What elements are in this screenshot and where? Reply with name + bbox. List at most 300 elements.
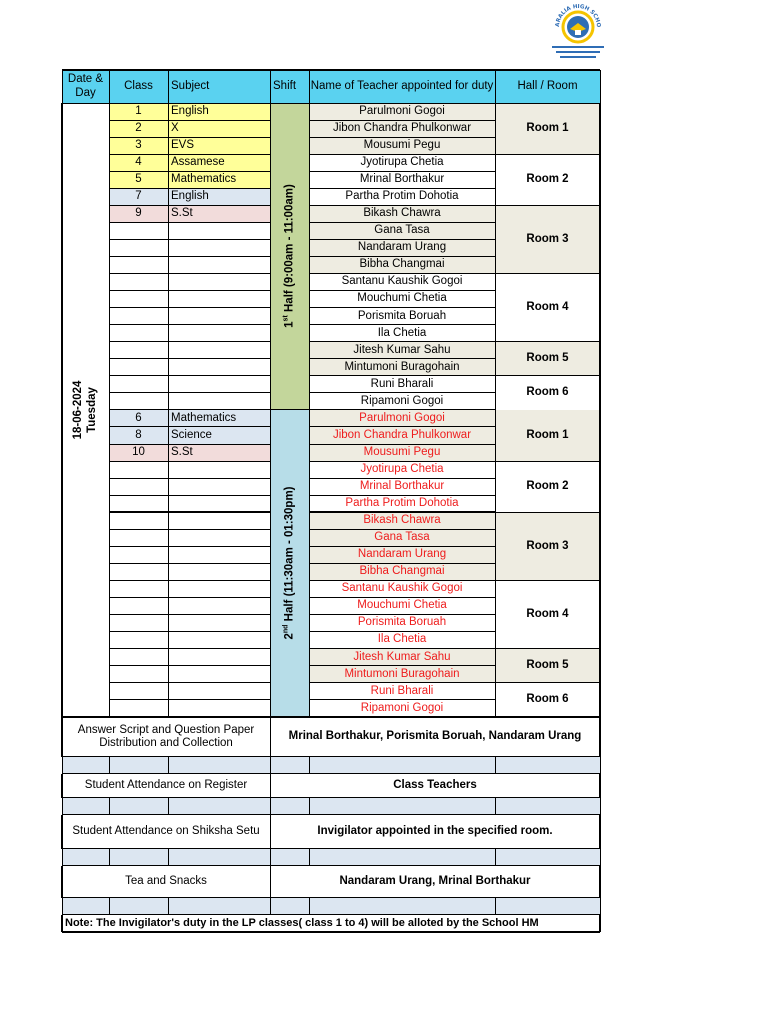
class-cell — [109, 222, 168, 239]
grid-line — [109, 324, 270, 325]
room-cell: Room 5 — [495, 649, 600, 683]
subject-cell — [168, 649, 270, 666]
shift1-label: 1st Half (9:00am - 11:00am) — [270, 103, 309, 410]
subject-cell: English — [168, 188, 270, 205]
grid-line — [600, 798, 601, 815]
room-cell: Room 2 — [526, 173, 569, 186]
grid-line — [495, 898, 496, 915]
teacher-name: Bikash Chawra — [309, 512, 495, 529]
blank-cell — [109, 757, 168, 774]
teacher-name: Runi Bharali — [370, 377, 434, 390]
grid-line — [309, 699, 495, 700]
class-cell — [109, 291, 168, 308]
grid-line — [270, 70, 271, 103]
class-cell — [109, 274, 168, 291]
room-cell: Room 3 — [495, 205, 600, 273]
blank-cell — [168, 757, 270, 774]
subject-cell — [168, 359, 270, 376]
teacher-name: Mouchumi Chetia — [357, 599, 447, 612]
grid-line — [270, 774, 271, 798]
grid-line — [495, 341, 600, 342]
subject-cell — [168, 291, 270, 308]
grid-line — [109, 648, 270, 649]
duty-assigned: Invigilator appointed in the specified room. — [317, 825, 553, 838]
grid-line — [309, 188, 495, 189]
day-text: Tuesday — [85, 386, 98, 433]
class-cell — [109, 376, 168, 393]
subject-cell — [168, 495, 270, 512]
grid-line — [109, 426, 270, 427]
grid-line — [109, 682, 270, 683]
grid-line — [109, 511, 270, 513]
room-cell: Room 6 — [526, 386, 569, 399]
grid-line — [309, 137, 495, 138]
blank-cell — [309, 798, 495, 815]
class-cell — [109, 580, 168, 597]
subject-cell: Science — [168, 427, 270, 444]
grid-line — [309, 665, 495, 666]
grid-line — [62, 70, 63, 103]
grid-line — [309, 631, 495, 632]
grid-line — [309, 392, 495, 393]
grid-line — [309, 341, 495, 342]
class-cell — [109, 495, 168, 512]
room-cell: Room 4 — [526, 300, 569, 313]
grid-line — [270, 815, 271, 849]
class-cell — [109, 632, 168, 649]
room-cell: Room 2 — [526, 480, 569, 492]
header-teacher: Name of Teacher appointed for duty — [309, 70, 495, 103]
grid-line — [109, 580, 270, 581]
grid-line — [109, 614, 270, 615]
blank-cell — [109, 898, 168, 915]
class-cell — [109, 256, 168, 273]
subject-cell — [168, 546, 270, 563]
duty-assigned: Mrinal Borthakur, Porismita Boruah, Nandaram Urang — [288, 730, 582, 743]
grid-line — [168, 798, 169, 815]
grid-line — [495, 849, 496, 866]
grid-line — [109, 444, 270, 445]
teacher-name: Porismita Boruah — [357, 309, 447, 322]
grid-line — [309, 580, 495, 581]
grid-line — [599, 774, 601, 798]
grid-line — [109, 665, 270, 666]
date-day-cell — [62, 103, 109, 717]
class-cell — [109, 308, 168, 325]
grid-line — [270, 866, 271, 898]
grid-line — [309, 529, 495, 531]
subject-cell — [168, 478, 270, 495]
grid-line — [309, 239, 495, 241]
grid-line — [109, 699, 270, 700]
duty-task: Tea and Snacks — [125, 875, 207, 888]
subject-cell: Mathematics — [168, 410, 270, 427]
subject-cell — [168, 580, 270, 597]
grid-line — [495, 154, 600, 155]
school-logo — [546, 4, 610, 62]
grid-line — [62, 798, 63, 815]
grid-line — [600, 898, 601, 915]
class-cell — [109, 683, 168, 700]
teacher-name: Santanu Kaushik Gogoi — [341, 275, 463, 288]
grid-line — [309, 103, 310, 717]
grid-line — [495, 70, 496, 103]
grid-line — [168, 103, 169, 717]
class-cell: 2 — [109, 120, 168, 137]
grid-line — [109, 154, 270, 155]
teacher-name: Ila Chetia — [377, 326, 427, 339]
grid-line — [309, 563, 495, 564]
blank-cell — [270, 849, 309, 866]
grid-line — [109, 358, 270, 359]
blank-cell — [309, 757, 495, 774]
grid-line — [309, 511, 495, 513]
teacher-name: Partha Protim Dohotia — [345, 190, 459, 203]
grid-line — [309, 290, 495, 291]
grid-line — [309, 648, 495, 649]
class-cell — [109, 666, 168, 683]
blank-cell — [109, 849, 168, 866]
grid-line — [599, 915, 601, 932]
subject-cell — [168, 632, 270, 649]
duty-task: Student Attendance on Register — [84, 779, 248, 792]
grid-line — [309, 682, 495, 683]
blank-cell — [168, 798, 270, 815]
teacher-name: Ila Chetia — [377, 633, 427, 646]
grid-line — [168, 898, 169, 915]
grid-line — [62, 848, 600, 849]
duty-assigned: Nandaram Urang, Mrinal Borthakur — [339, 875, 531, 888]
blank-cell — [270, 798, 309, 815]
grid-line — [309, 171, 495, 172]
subject-cell — [168, 666, 270, 683]
grid-line — [109, 631, 270, 632]
class-cell: 6 — [109, 410, 168, 427]
grid-line — [109, 256, 270, 257]
grid-line — [309, 273, 495, 274]
teacher-name: Runi Bharali — [370, 684, 434, 697]
grid-line — [309, 256, 495, 257]
grid-line — [62, 756, 600, 757]
grid-line — [309, 798, 310, 815]
class-cell — [109, 649, 168, 666]
grid-line — [309, 120, 495, 121]
grid-line — [495, 273, 600, 274]
class-cell — [109, 239, 168, 256]
subject-cell — [168, 274, 270, 291]
header-date-day: Date & Day — [62, 70, 109, 103]
grid-line — [109, 563, 270, 564]
blank-cell — [495, 849, 600, 866]
teacher-name: Porismita Boruah — [357, 616, 447, 629]
duty-task: Student Attendance on Shiksha Setu — [72, 825, 260, 838]
class-cell — [109, 529, 168, 546]
blank-cell — [309, 898, 495, 915]
class-cell — [109, 597, 168, 614]
class-cell — [109, 342, 168, 359]
teacher-name: Jibon Chandra Phulkonwar — [309, 120, 495, 137]
grid-line — [109, 188, 270, 189]
blank-cell — [309, 849, 495, 866]
grid-line — [61, 915, 63, 932]
grid-line — [599, 717, 601, 757]
grid-line — [62, 773, 600, 774]
grid-line — [309, 358, 495, 359]
grid-line — [109, 898, 110, 915]
grid-line — [309, 444, 495, 445]
subject-cell — [168, 529, 270, 546]
grid-line — [270, 849, 271, 866]
blank-cell — [62, 849, 109, 866]
grid-line — [62, 849, 63, 866]
class-cell — [109, 563, 168, 580]
grid-line — [168, 849, 169, 866]
subject-cell — [168, 615, 270, 632]
grid-line — [495, 461, 600, 462]
class-cell: 5 — [109, 171, 168, 188]
teacher-name: Jitesh Kumar Sahu — [309, 649, 495, 666]
teacher-name: Nandaram Urang — [309, 546, 495, 563]
teacher-name: Mousumi Pegu — [309, 137, 495, 154]
class-cell — [109, 325, 168, 342]
class-cell: 8 — [109, 427, 168, 444]
grid-line — [109, 597, 270, 598]
teacher-name: Gana Tasa — [309, 222, 495, 239]
grid-line — [309, 154, 495, 155]
grid-line — [109, 849, 110, 866]
blank-cell — [495, 757, 600, 774]
footnote: Note: The Invigilator's duty in the LP classes( class 1 to 4) will be alloted by the School HM — [65, 916, 539, 929]
grid-line — [62, 814, 600, 815]
grid-line — [61, 103, 63, 717]
grid-line — [109, 222, 270, 223]
grid-line — [109, 205, 270, 206]
class-cell — [109, 512, 168, 529]
teacher-name: Gana Tasa — [309, 529, 495, 546]
subject-cell: English — [168, 103, 270, 120]
grid-line — [62, 931, 600, 933]
grid-line — [309, 70, 310, 103]
grid-line — [309, 495, 495, 496]
duty-task: Answer Script and Question Paper Distribution and Collection — [77, 723, 255, 749]
grid-line — [109, 392, 270, 393]
grid-line — [61, 717, 63, 757]
teacher-name: Santanu Kaushik Gogoi — [341, 582, 463, 595]
class-cell: 10 — [109, 444, 168, 461]
teacher-name: Parulmoni Gogoi — [309, 103, 495, 120]
class-cell — [109, 615, 168, 632]
grid-line — [62, 897, 600, 898]
grid-line — [309, 307, 495, 308]
grid-line — [599, 815, 601, 849]
blank-cell — [62, 898, 109, 915]
room-cell: Room 3 — [495, 512, 600, 580]
grid-line — [599, 103, 601, 717]
grid-line — [309, 898, 310, 915]
teacher-name: Jyotirupa Chetia — [360, 462, 444, 475]
grid-line — [109, 546, 270, 547]
grid-line — [270, 103, 271, 717]
subject-cell — [168, 512, 270, 529]
teacher-name: Jibon Chandra Phulkonwar — [309, 427, 495, 444]
header-subject: Subject — [168, 70, 270, 103]
blank-cell — [495, 898, 600, 915]
teacher-name: Mintumoni Buragohain — [309, 666, 495, 683]
subject-cell: S.St — [168, 205, 270, 222]
teacher-name: Mouchumi Chetia — [357, 292, 447, 305]
subject-cell — [168, 393, 270, 410]
grid-line — [62, 103, 600, 104]
subject-cell — [168, 222, 270, 239]
grid-line — [495, 375, 600, 376]
grid-line — [599, 866, 601, 898]
grid-line — [62, 865, 600, 866]
grid-line — [495, 682, 600, 683]
grid-line — [495, 103, 496, 717]
grid-line — [309, 205, 495, 206]
grid-line — [309, 546, 495, 548]
grid-line — [309, 375, 495, 376]
blank-cell — [62, 757, 109, 774]
subject-cell — [168, 683, 270, 700]
grid-line — [495, 205, 600, 206]
teacher-name: Mintumoni Buragohain — [309, 359, 495, 376]
grid-line — [62, 898, 63, 915]
svg-text:CHARALIA HIGH SCHOOL: ARALIA HIGH SCHO — [554, 4, 602, 28]
blank-cell — [168, 849, 270, 866]
grid-line — [168, 757, 169, 774]
grid-line — [168, 70, 169, 103]
grid-line — [309, 597, 495, 598]
grid-line — [61, 866, 63, 898]
subject-cell: EVS — [168, 137, 270, 154]
subject-cell: S.St — [168, 444, 270, 461]
grid-line — [109, 120, 270, 121]
grid-line — [109, 798, 110, 815]
room-cell: Room 4 — [526, 607, 569, 620]
teacher-name: Ripamoni Gogoi — [360, 701, 444, 714]
blank-cell — [109, 798, 168, 815]
grid-line — [109, 757, 110, 774]
grid-line — [309, 614, 495, 615]
class-cell: 3 — [109, 137, 168, 154]
class-cell: 7 — [109, 188, 168, 205]
grid-line — [109, 495, 270, 496]
grid-line — [495, 648, 600, 649]
room-cell: Room 5 — [495, 342, 600, 376]
header-room: Hall / Room — [495, 70, 600, 103]
grid-line — [600, 849, 601, 866]
grid-line — [270, 757, 271, 774]
grid-line — [61, 815, 63, 849]
teacher-name: Jyotirupa Chetia — [360, 156, 444, 169]
header-class: Class — [109, 70, 168, 103]
subject-cell — [168, 325, 270, 342]
grid-line — [62, 914, 600, 915]
grid-line — [61, 774, 63, 798]
teacher-name: Parulmoni Gogoi — [309, 410, 495, 427]
grid-line — [62, 69, 600, 71]
class-cell — [109, 393, 168, 410]
header-shift: Shift — [270, 70, 309, 103]
class-cell — [109, 461, 168, 478]
shift2-label: 2nd Half (11:30am - 01:30pm) — [270, 410, 309, 717]
grid-line — [270, 898, 271, 915]
subject-cell — [168, 376, 270, 393]
grid-line — [109, 290, 270, 292]
grid-line — [62, 757, 63, 774]
grid-line — [62, 716, 600, 717]
teacher-name: Bibha Changmai — [309, 563, 495, 580]
teacher-name: Jitesh Kumar Sahu — [309, 342, 495, 359]
teacher-name: Mrinal Borthakur — [359, 173, 445, 186]
teacher-name: Ripamoni Gogoi — [360, 394, 444, 407]
grid-line — [309, 849, 310, 866]
grid-line — [495, 798, 496, 815]
grid-line — [109, 529, 270, 530]
subject-cell — [168, 597, 270, 614]
grid-line — [309, 324, 495, 325]
grid-line — [109, 341, 270, 342]
room-cell: Room 1 — [495, 103, 600, 154]
class-cell — [109, 359, 168, 376]
teacher-name: Bibha Changmai — [309, 256, 495, 273]
grid-line — [600, 70, 601, 103]
duty-assigned: Class Teachers — [393, 779, 477, 792]
teacher-name: Nandaram Urang — [309, 239, 495, 256]
grid-line — [109, 70, 110, 103]
subject-cell: X — [168, 120, 270, 137]
grid-line — [109, 171, 270, 172]
blank-cell — [495, 798, 600, 815]
teacher-name: Mrinal Borthakur — [359, 480, 445, 492]
room-cell: Room 6 — [526, 693, 569, 706]
class-cell: 1 — [109, 103, 168, 120]
class-cell — [109, 546, 168, 563]
grid-line — [270, 798, 271, 815]
class-cell — [109, 478, 168, 495]
grid-line — [109, 103, 110, 717]
subject-cell — [168, 342, 270, 359]
grid-line — [495, 580, 600, 581]
blank-cell — [62, 798, 109, 815]
teacher-name: Partha Protim Dohotia — [345, 497, 459, 510]
grid-line — [109, 307, 270, 308]
grid-line — [309, 478, 495, 479]
grid-line — [309, 426, 495, 427]
grid-line — [270, 409, 309, 410]
grid-line — [309, 409, 495, 410]
teacher-name: Bikash Chawra — [309, 205, 495, 222]
class-cell: 9 — [109, 205, 168, 222]
subject-cell — [168, 700, 270, 717]
grid-line — [495, 512, 600, 513]
class-cell: 4 — [109, 154, 168, 171]
grid-line — [62, 797, 600, 798]
grid-line — [600, 757, 601, 774]
subject-cell — [168, 239, 270, 256]
class-cell — [109, 700, 168, 717]
grid-line — [309, 757, 310, 774]
blank-cell — [270, 757, 309, 774]
subject-cell — [168, 308, 270, 325]
teacher-name: Mousumi Pegu — [309, 444, 495, 461]
grid-line — [109, 461, 270, 462]
grid-line — [109, 137, 270, 138]
grid-line — [109, 409, 270, 410]
grid-line — [109, 478, 270, 479]
grid-line — [309, 461, 495, 462]
